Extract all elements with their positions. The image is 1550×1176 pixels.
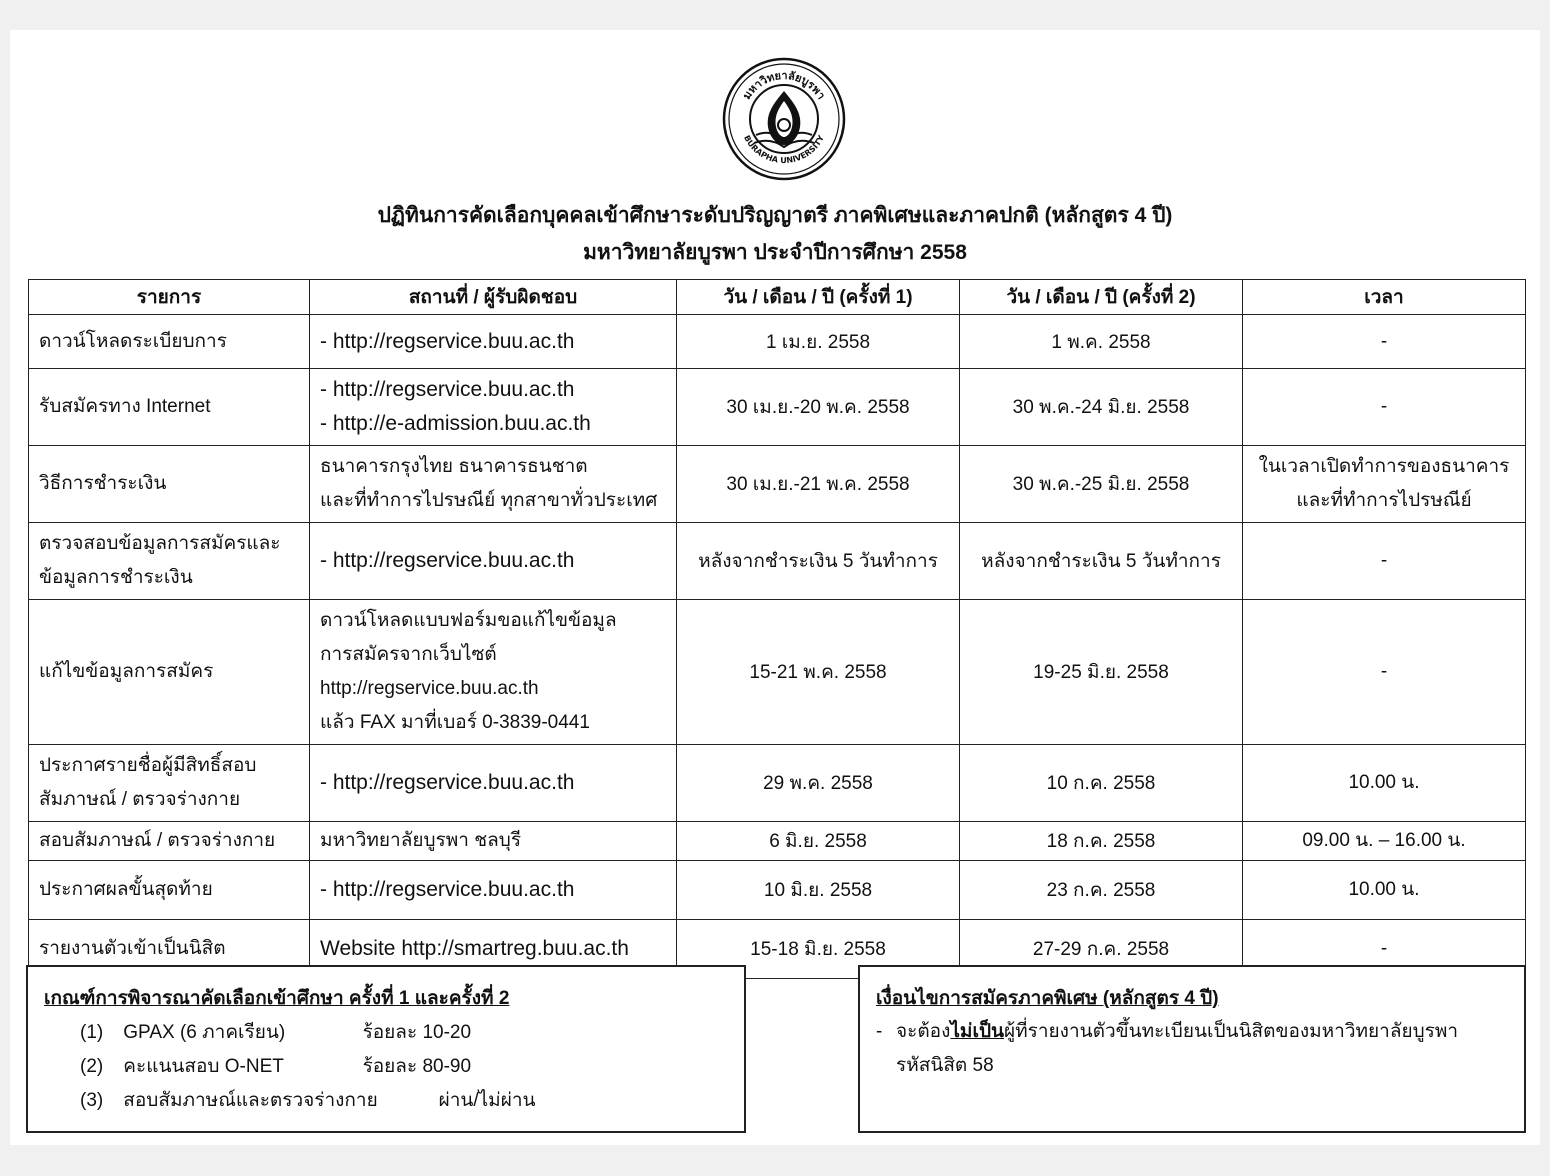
cell-time [1243, 446, 1526, 523]
cell-place [310, 822, 677, 861]
time-text: 09.00 น. – 16.00 น. [1302, 830, 1466, 851]
cell-place [310, 523, 677, 600]
place-text: แล้ว FAX มาที่เบอร์ 0-3839-0441 [320, 712, 590, 733]
cell-round1: 29 พ.ค. 2558 [677, 745, 960, 822]
cell-round2: 18 ก.ค. 2558 [960, 822, 1243, 861]
header-place: สถานที่ / ผู้รับผิดชอบ [310, 280, 677, 315]
item-text: ข้อมูลการชำระเงิน [39, 567, 193, 588]
place-text: - http://regservice.buu.ac.th [320, 329, 575, 353]
cell-time [1243, 745, 1526, 822]
time-text: - [1380, 330, 1388, 352]
place-text: การสมัครจากเว็บไซต์ [320, 644, 497, 665]
place-text: ธนาคารกรุงไทย ธนาคารธนชาต [320, 456, 588, 477]
criteria-box [26, 965, 746, 1133]
item-text: แก้ไขข้อมูลการสมัคร [39, 661, 214, 682]
place-text: - http://regservice.buu.ac.th [320, 549, 575, 572]
conditions-box [858, 965, 1526, 1133]
cell-time [1243, 822, 1526, 861]
item-text: ตรวจสอบข้อมูลการสมัครและ [39, 533, 281, 554]
svg-text:BURAPHA UNIVERSITY: BURAPHA UNIVERSITY [742, 133, 826, 166]
criteria-label: สอบสัมภาษณ์และตรวจร่างกาย [123, 1090, 378, 1111]
cell-time [1243, 315, 1526, 369]
page-subtitle: มหาวิทยาลัยบูรพา ประจำปีการศึกษา 2558 [583, 241, 967, 264]
cell-round2: 1 พ.ค. 2558 [960, 315, 1243, 369]
cell-item [29, 745, 310, 822]
table-header-row [29, 280, 1526, 315]
cell-round2: หลังจากชำระเงิน 5 วันทำการ [960, 523, 1243, 600]
page-title: ปฏิทินการคัดเลือกบุคคลเข้าศึกษาระดับปริญญาตรี ภาคพิเศษและภาคปกติ (หลักสูตร 4 ปี) [377, 204, 1173, 227]
time-text: - [1380, 550, 1388, 571]
item-text: รับสมัครทาง Internet [39, 396, 211, 417]
university-logo [722, 57, 846, 181]
item-text: วิธีการชำระเงิน [39, 473, 167, 494]
time-text: 10.00 น. [1348, 772, 1420, 793]
item-text: สัมภาษณ์ / ตรวจร่างกาย [39, 789, 241, 810]
header-time: เวลา [1243, 280, 1526, 315]
condition-emphasis: ไม่เป็น [950, 1021, 1004, 1042]
time-text: - [1380, 661, 1388, 682]
schedule-table [28, 279, 1526, 979]
time-text: - [1380, 938, 1388, 959]
cell-place [310, 745, 677, 822]
cell-time [1243, 523, 1526, 600]
cell-item [29, 600, 310, 745]
svg-text:มหาวิทยาลัยบูรพา: มหาวิทยาลัยบูรพา [740, 68, 828, 102]
cell-round2: 30 พ.ค.-24 มิ.ย. 2558 [960, 369, 1243, 446]
criteria-value: ร้อยละ 10-20 [362, 1022, 472, 1043]
cell-round1: 6 มิ.ย. 2558 [677, 822, 960, 861]
cell-round1: 10 มิ.ย. 2558 [677, 861, 960, 920]
cell-item [29, 446, 310, 523]
place-text: - http://e-admission.buu.ac.th [320, 412, 591, 435]
header-item: รายการ [29, 280, 310, 315]
cell-round1: 30 เม.ย.-21 พ.ค. 2558 [677, 446, 960, 523]
table-row [29, 861, 1526, 920]
cell-place [310, 861, 677, 920]
table-row [29, 600, 1526, 745]
criteria-num: (1) [80, 1022, 104, 1043]
cell-place [310, 446, 677, 523]
item-text: ดาวน์โหลดระเบียบการ [39, 330, 227, 352]
conditions-text [876, 1015, 1458, 1083]
cell-place [310, 315, 677, 369]
place-text: ดาวน์โหลดแบบฟอร์มขอแก้ไขข้อมูล [320, 610, 617, 631]
criteria-item [80, 1017, 471, 1047]
place-text: และที่ทำการไปรษณีย์ ทุกสาขาทั่วประเทศ [320, 490, 658, 511]
item-text: สอบสัมภาษณ์ / ตรวจร่างกาย [39, 830, 276, 851]
table-row [29, 822, 1526, 861]
table-row [29, 369, 1526, 446]
cell-item [29, 369, 310, 446]
item-text: ประกาศผลขั้นสุดท้าย [39, 879, 213, 900]
place-text: - http://regservice.buu.ac.th [320, 771, 575, 794]
cell-round1: หลังจากชำระเงิน 5 วันทำการ [677, 523, 960, 600]
cell-item [29, 315, 310, 369]
cell-round1: 15-21 พ.ค. 2558 [677, 600, 960, 745]
table-row [29, 745, 1526, 822]
time-text: 10.00 น. [1348, 879, 1420, 900]
cell-round1: 1 เม.ย. 2558 [677, 315, 960, 369]
cell-item [29, 861, 310, 920]
cell-item [29, 822, 310, 861]
condition-pre: จะต้อง [896, 1021, 951, 1042]
place-text: - http://regservice.buu.ac.th [320, 378, 575, 401]
cell-place [310, 369, 677, 446]
header-round1: วัน / เดือน / ปี (ครั้งที่ 1) [677, 280, 960, 315]
cell-round2: 19-25 มิ.ย. 2558 [960, 600, 1243, 745]
criteria-value: ผ่าน/ไม่ผ่าน [438, 1090, 536, 1111]
bullet: - [876, 1021, 883, 1042]
criteria-label: คะแนนสอบ O-NET [123, 1056, 284, 1077]
cell-round1: 30 เม.ย.-20 พ.ค. 2558 [677, 369, 960, 446]
condition-post: ผู้ที่รายงานตัวขึ้นทะเบียนเป็นนิสิตของมหาวิทยาลัยบูรพา [1004, 1021, 1459, 1042]
table-row [29, 523, 1526, 600]
criteria-label: GPAX (6 ภาคเรียน) [123, 1022, 286, 1043]
cell-round2: 10 ก.ค. 2558 [960, 745, 1243, 822]
cell-round2: 23 ก.ค. 2558 [960, 861, 1243, 920]
criteria-num: (2) [80, 1056, 104, 1077]
place-text: http://regservice.buu.ac.th [320, 678, 539, 699]
cell-time [1243, 861, 1526, 920]
cell-round1: 15-18 มิ.ย. 2558 [677, 920, 960, 979]
criteria-item [80, 1051, 471, 1081]
table-row [29, 446, 1526, 523]
criteria-item [80, 1085, 536, 1115]
time-text: และที่ทำการไปรษณีย์ [1296, 490, 1472, 511]
cell-round2: 30 พ.ค.-25 มิ.ย. 2558 [960, 446, 1243, 523]
cell-item [29, 523, 310, 600]
item-text: ประกาศรายชื่อผู้มีสิทธิ์สอบ [39, 755, 257, 776]
criteria-heading: เกณฑ์การพิจารณาคัดเลือกเข้าศึกษา ครั้งที่ 1 และครั้งที่ 2 [44, 988, 510, 1009]
cell-place [310, 600, 677, 745]
place-text: Website http://smartreg.buu.ac.th [320, 937, 629, 960]
time-text: - [1380, 396, 1388, 417]
item-text: รายงานตัวเข้าเป็นนิสิต [39, 938, 226, 959]
place-text: - http://regservice.buu.ac.th [320, 878, 575, 901]
cell-time [1243, 369, 1526, 446]
condition-line2: รหัสนิสิต 58 [896, 1055, 994, 1076]
criteria-value: ร้อยละ 80-90 [362, 1056, 472, 1077]
cell-round2: 27-29 ก.ค. 2558 [960, 920, 1243, 979]
table-row [29, 315, 1526, 369]
cell-time [1243, 600, 1526, 745]
time-text: ในเวลาเปิดทำการของธนาคาร [1258, 456, 1510, 477]
criteria-num: (3) [80, 1090, 104, 1111]
place-text: มหาวิทยาลัยบูรพา ชลบุรี [320, 830, 522, 851]
header-round2: วัน / เดือน / ปี (ครั้งที่ 2) [960, 280, 1243, 315]
conditions-heading: เงื่อนไขการสมัครภาคพิเศษ (หลักสูตร 4 ปี) [876, 988, 1219, 1009]
